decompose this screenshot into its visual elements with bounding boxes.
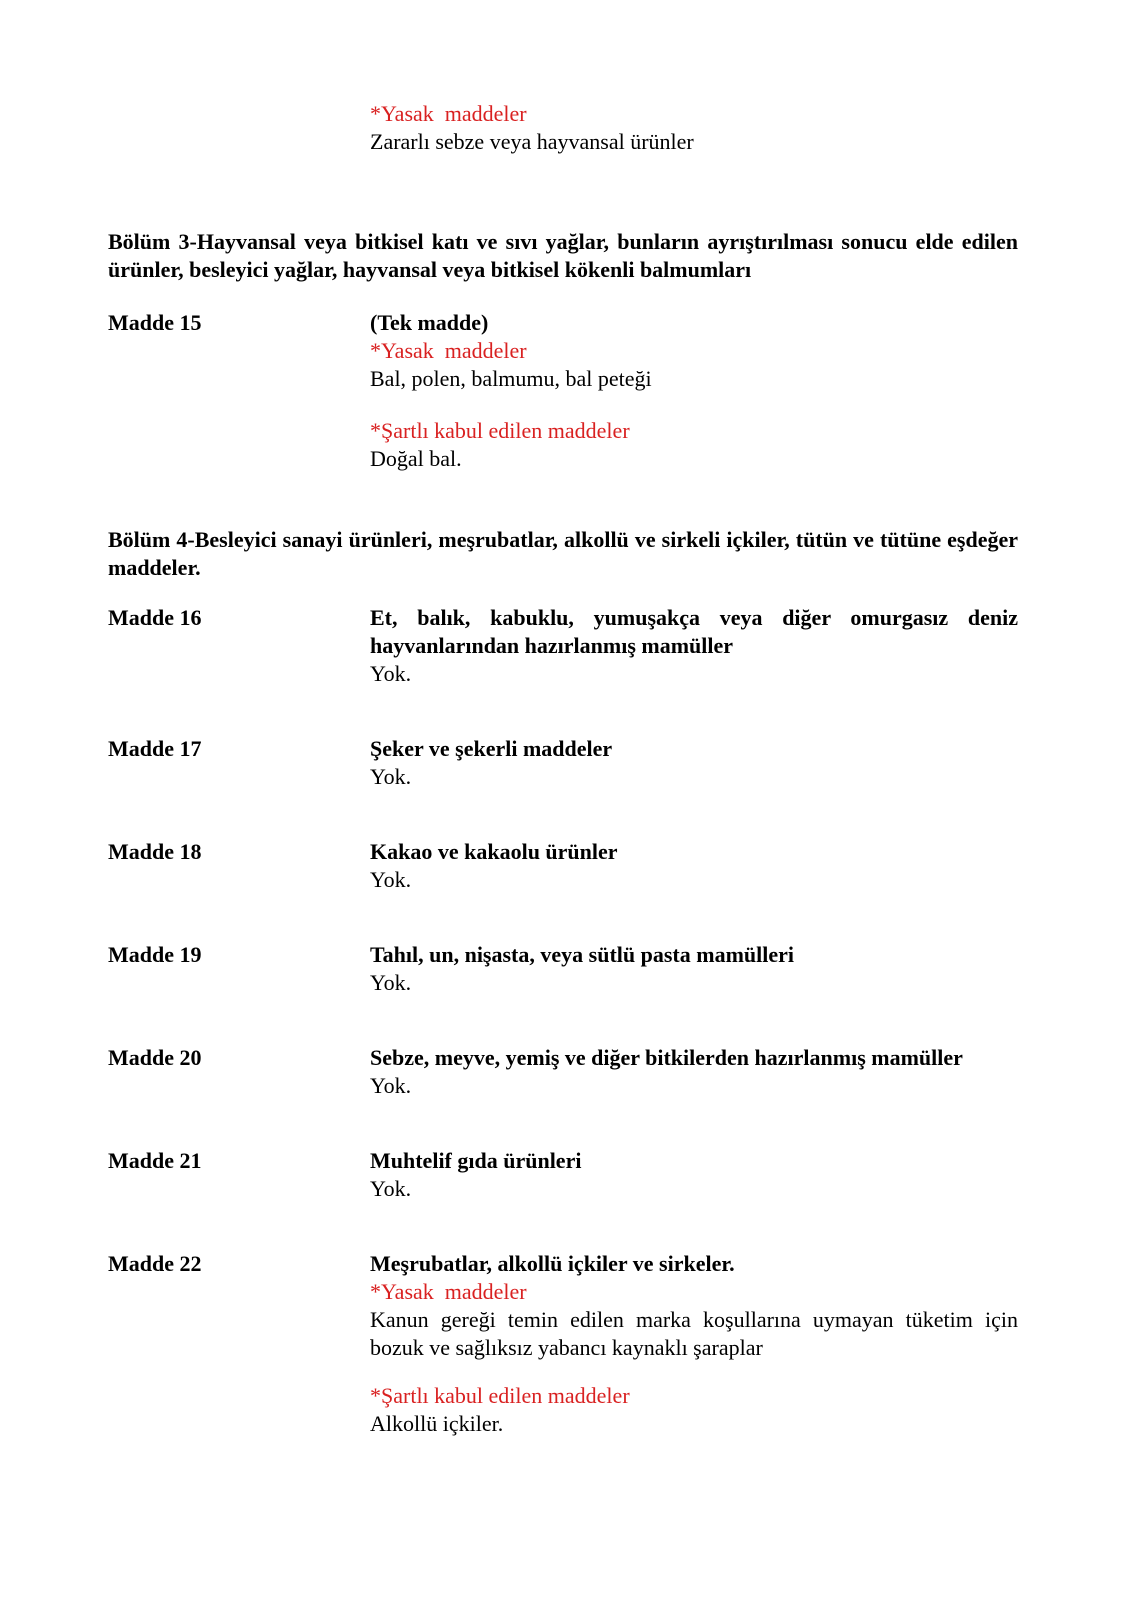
conditional-text: Doğal bal. bbox=[370, 446, 462, 471]
intro-prohibited-text: Zararlı sebze veya hayvansal ürünler bbox=[370, 129, 694, 154]
article-label: Madde 20 bbox=[108, 1045, 202, 1070]
article-label: Madde 18 bbox=[108, 839, 202, 864]
prohibited-label: *Yasak maddeler bbox=[370, 338, 527, 363]
intro-prohibited-label: *Yasak maddeler bbox=[370, 101, 527, 126]
article-row-20 bbox=[108, 1044, 1018, 1100]
article-title: Şeker ve şekerli maddeler bbox=[370, 736, 613, 761]
section-3-heading: Bölüm 3-Hayvansal veya bitkisel katı ve sıvı yağlar, bunların ayrıştırılması sonucu elde edilen ürünler, besleyici yağlar, hayvansal veya bitkisel kökenli balmumları bbox=[108, 229, 1018, 282]
article-row-16 bbox=[108, 604, 1018, 688]
conditional-label: *Şartlı kabul edilen maddeler bbox=[370, 418, 630, 443]
article-row-17 bbox=[108, 735, 1018, 791]
article-label: Madde 16 bbox=[108, 605, 202, 630]
conditional-label: *Şartlı kabul edilen maddeler bbox=[370, 1383, 630, 1408]
section-4-heading: Bölüm 4-Besleyici sanayi ürünleri, meşrubatlar, alkollü ve sirkeli içkiler, tütün ve tütüne eşdeğer maddeler. bbox=[108, 527, 1018, 580]
article-label: Madde 19 bbox=[108, 942, 202, 967]
article-title: Kakao ve kakaolu ürünler bbox=[370, 839, 618, 864]
article-row-15 bbox=[108, 309, 1018, 473]
article-body: Yok. bbox=[370, 764, 412, 789]
article-body: Yok. bbox=[370, 661, 412, 686]
conditional-text: Alkollü içkiler. bbox=[370, 1411, 504, 1436]
article-title: Tahıl, un, nişasta, veya sütlü pasta mamülleri bbox=[370, 942, 794, 967]
article-body: Yok. bbox=[370, 1073, 412, 1098]
article-title: (Tek madde) bbox=[370, 310, 489, 335]
prohibited-text: Kanun gereği temin edilen marka koşullarına uymayan tüketim için bozuk ve sağlıksız yabancı kaynaklı şaraplar bbox=[370, 1307, 1018, 1360]
article-label: Madde 15 bbox=[108, 310, 202, 335]
article-body: Yok. bbox=[370, 867, 412, 892]
article-row-18 bbox=[108, 838, 1018, 894]
prohibited-text: Bal, polen, balmumu, bal peteği bbox=[370, 366, 652, 391]
prohibited-label: *Yasak maddeler bbox=[370, 1279, 527, 1304]
article-row-21 bbox=[108, 1147, 1018, 1203]
article-label: Madde 21 bbox=[108, 1148, 202, 1173]
article-body: Yok. bbox=[370, 1176, 412, 1201]
article-title: Muhtelif gıda ürünleri bbox=[370, 1148, 582, 1173]
intro-prohibited-block bbox=[108, 100, 1018, 156]
article-row-22 bbox=[108, 1250, 1018, 1438]
article-title: Sebze, meyve, yemiş ve diğer bitkilerden hazırlanmış mamüller bbox=[370, 1045, 963, 1070]
article-row-19 bbox=[108, 941, 1018, 997]
article-body: Yok. bbox=[370, 970, 412, 995]
article-label: Madde 22 bbox=[108, 1251, 202, 1276]
article-title: Meşrubatlar, alkollü içkiler ve sirkeler. bbox=[370, 1251, 735, 1276]
article-title: Et, balık, kabuklu, yumuşakça veya diğer omurgasız deniz hayvanlarından hazırlanmış mamüller bbox=[370, 605, 1018, 658]
article-label: Madde 17 bbox=[108, 736, 202, 761]
